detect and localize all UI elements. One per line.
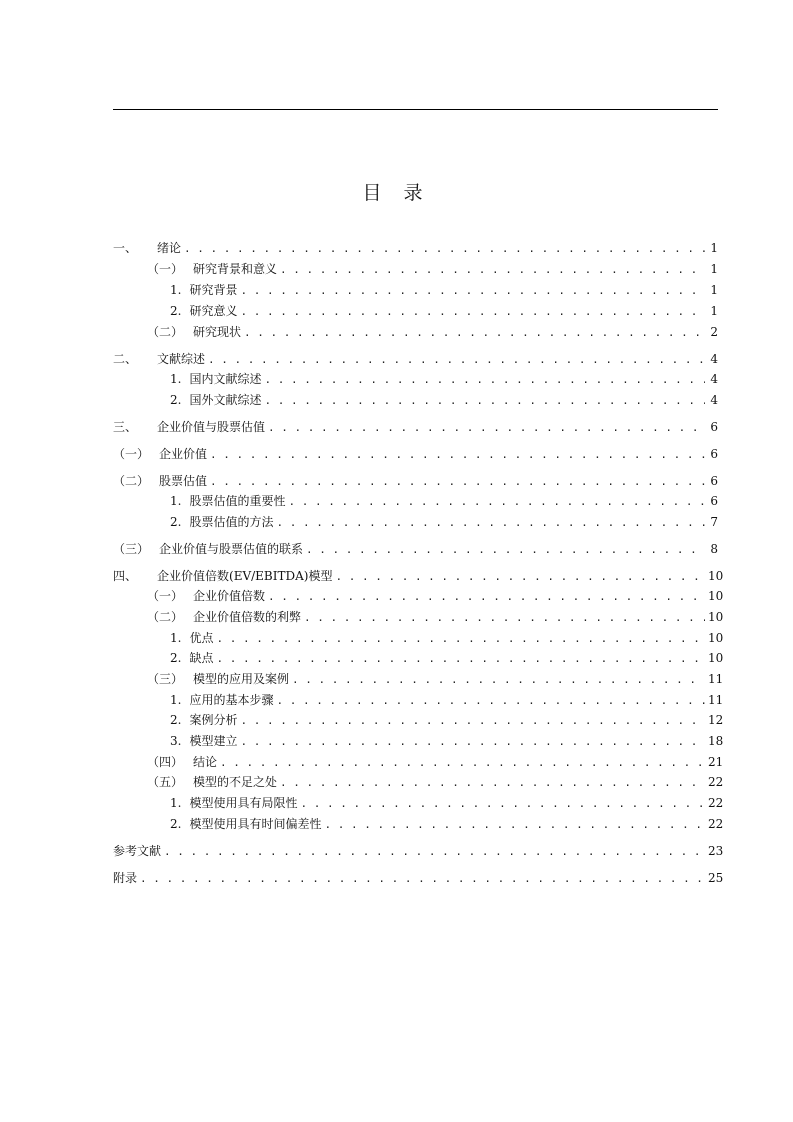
toc-entry[interactable] [170,815,724,833]
toc-entry-number: （一） [147,589,184,603]
toc-entry-page: 11 [708,693,724,707]
toc-entry-title: 研究背景 [189,283,238,297]
toc-dot-leader [335,568,705,586]
toc-entry[interactable] [113,540,718,558]
toc-entry-page: 6 [710,474,718,488]
toc-entry-page: 1 [710,262,718,276]
toc-entry-title: 企业价值 [159,447,208,461]
toc-entry-title: 绪论 [157,241,182,255]
toc-dot-leader [210,446,705,464]
toc-entry-number: （三） [113,542,150,556]
toc-entry-number: 2. [170,304,182,318]
toc-entry-number: 2. [170,515,182,529]
toc-entry-page: 25 [708,871,724,885]
toc-dot-leader [240,712,705,730]
toc-entry-number: 2. [170,651,182,665]
toc-entry-page: 1 [710,304,718,318]
toc-entry-title: 模型使用具有时间偏差性 [189,817,322,831]
toc-entry-page: 12 [708,713,724,727]
toc-entry-title: 股票估值的方法 [189,515,274,529]
toc-dot-leader [276,514,705,532]
toc-entry-page: 1 [710,241,718,255]
toc-entry-title: 企业价值倍数的利弊 [193,610,302,624]
toc-dot-leader [216,650,705,668]
toc-dot-leader [280,261,705,279]
toc-entry-page: 2 [710,325,718,339]
toc-dot-leader [268,588,705,606]
toc-entry-title: 参考文献 [113,844,162,858]
toc-entry-page: 1 [710,283,718,297]
toc-dot-leader [264,371,705,389]
toc-entry-number: 1. [170,494,182,508]
toc-entry[interactable] [147,670,724,688]
toc-dot-leader [288,493,705,511]
toc-entry-title: 股票估值的重要性 [189,494,286,508]
toc-entry-number: 二、 [113,352,138,366]
toc-entry-title: 模型建立 [189,734,238,748]
toc-entry[interactable] [170,391,718,409]
toc-entry[interactable] [147,587,724,605]
toc-entry-title: 文献综述 [157,352,206,366]
toc-entry-number: （二） [113,474,150,488]
toc-entry-title: 股票估值 [159,474,208,488]
toc-entry-title: 研究意义 [189,304,238,318]
toc-dot-leader [280,774,705,792]
toc-title: 目 录 [362,182,431,204]
toc-entry-number: 2. [170,817,182,831]
toc-entry-title: 企业价值与股票估值 [157,420,266,434]
toc-entry-page: 4 [710,352,718,366]
toc-entry-title: 附录 [113,871,138,885]
toc-entry-number: 1. [170,631,182,645]
toc-dot-leader [244,324,705,342]
toc-dot-leader [264,392,705,410]
toc-entry-page: 10 [708,651,724,665]
toc-dot-leader [140,870,705,888]
toc-entry-number: （一） [113,447,150,461]
toc-entry[interactable] [113,567,724,585]
toc-entry-number: （二） [147,325,184,339]
toc-dot-leader [208,351,705,369]
toc-dot-leader [240,282,705,300]
toc-entry-title: 模型的不足之处 [193,775,278,789]
toc-entry[interactable] [147,608,724,626]
toc-entry[interactable] [170,629,724,647]
toc-entry-title: 国外文献综述 [189,393,262,407]
toc-entry[interactable] [170,732,724,750]
toc-entry[interactable] [113,350,718,368]
toc-entry-title: 企业价值倍数(EV/EBITDA)模型 [157,569,333,583]
toc-entry-number: （一） [147,262,184,276]
toc-entry-number: 1. [170,283,182,297]
toc-entry-page: 6 [710,420,718,434]
toc-entry[interactable] [113,445,718,463]
toc-entry[interactable] [170,492,718,510]
toc-entry-title: 企业价值倍数 [193,589,266,603]
toc-dot-leader [210,473,705,491]
toc-dot-leader [240,303,705,321]
toc-entry[interactable] [113,472,718,490]
toc-entry-title: 模型的应用及案例 [193,672,290,686]
toc-entry[interactable] [147,773,724,791]
toc-entry-number: 1. [170,796,182,810]
toc-entry-page: 6 [710,494,718,508]
toc-entry-title: 研究背景和意义 [193,262,278,276]
toc-entry[interactable] [170,281,718,299]
toc-entry-page: 21 [708,755,724,769]
toc-entry-number: 1. [170,372,182,386]
toc-dot-leader [276,692,705,710]
toc-entry-page: 6 [710,447,718,461]
toc-entry[interactable] [113,418,718,436]
toc-entry-page: 8 [710,542,718,556]
toc-entry[interactable] [170,649,724,667]
toc-entry-number: 三、 [113,420,138,434]
toc-entry-page: 10 [708,631,724,645]
toc-entry[interactable] [147,753,724,771]
toc-entry-page: 18 [708,734,724,748]
toc-entry-page: 7 [710,515,718,529]
toc-entry-title: 国内文献综述 [189,372,262,386]
toc-entry-title: 应用的基本步骤 [189,693,274,707]
toc-entry-page: 22 [708,796,724,810]
toc-entry[interactable] [147,323,718,341]
toc-entry-number: 四、 [113,569,138,583]
toc-entry-title: 案例分析 [189,713,238,727]
toc-entry-page: 22 [708,817,724,831]
toc-entry-number: （四） [147,755,184,769]
toc-entry-page: 10 [708,569,724,583]
toc-entry[interactable] [170,711,724,729]
toc-entry[interactable] [113,869,724,887]
toc-entry-number: 2. [170,713,182,727]
toc-entry[interactable] [147,260,718,278]
toc-entry[interactable] [113,239,718,257]
toc-entry-page: 10 [708,589,724,603]
toc-dot-leader [268,419,705,437]
toc-entry-number: 一、 [113,241,138,255]
toc-entry-number: 3. [170,734,182,748]
toc-dot-leader [184,240,705,258]
toc-dot-leader [324,816,705,834]
toc-entry-number: （五） [147,775,184,789]
toc-entry-title: 企业价值与股票估值的联系 [159,542,304,556]
toc-dot-leader [300,795,705,813]
toc-entry-title: 结论 [193,755,218,769]
toc-entry-title: 缺点 [189,651,214,665]
toc-dot-leader [304,609,705,627]
toc-entry-title: 优点 [189,631,214,645]
toc-entry-title: 研究现状 [193,325,242,339]
toc-entry-number: （三） [147,672,184,686]
toc-entry-number: 1. [170,693,182,707]
toc-entry-number: 2. [170,393,182,407]
toc-dot-leader [306,541,705,559]
toc-dot-leader [216,630,705,648]
toc-entry[interactable] [170,302,718,320]
toc-entry-page: 10 [708,610,724,624]
toc-dot-leader [220,754,705,772]
toc-entry-title: 模型使用具有局限性 [189,796,298,810]
toc-entry-page: 22 [708,775,724,789]
toc-entry-page: 4 [710,372,718,386]
toc-entry-number: （二） [147,610,184,624]
toc-entry[interactable] [170,691,724,709]
toc-dot-leader [240,733,705,751]
toc-entry[interactable] [170,794,724,812]
toc-entry[interactable] [170,370,718,388]
toc-entry[interactable] [170,513,718,531]
toc-entry-page: 4 [710,393,718,407]
toc-entry-page: 23 [708,844,724,858]
toc-entry-page: 11 [708,672,724,686]
toc-dot-leader [164,843,705,861]
toc-dot-leader [292,671,705,689]
toc-entry[interactable] [113,842,724,860]
